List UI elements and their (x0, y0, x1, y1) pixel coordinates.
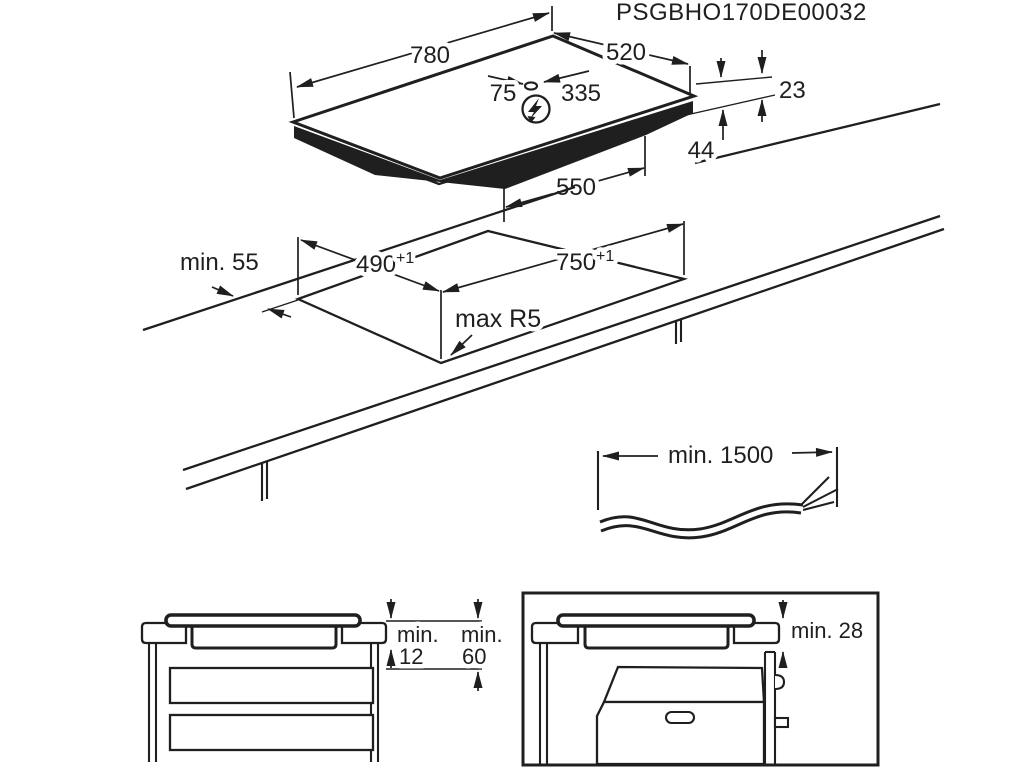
body-depth-dimension (688, 104, 940, 164)
rear-clearance-label: min. 55 (180, 249, 259, 276)
cabinet-joint-right (676, 320, 681, 344)
cutout-depth-value: 490 (356, 251, 397, 278)
hob-glass-section (558, 615, 754, 626)
drawer-upper (170, 668, 373, 703)
hob-glass-section (166, 615, 360, 626)
drawer-lower (170, 715, 373, 750)
mounting-latch (775, 718, 788, 727)
corner-radius-label: max R5 (455, 305, 542, 333)
drawing-number-label: PSGBHO170DE00032 (616, 0, 867, 26)
body-width-label: 550 (555, 174, 597, 201)
oven (597, 667, 764, 764)
cable-arrow-right (792, 452, 832, 453)
oven-clearance-view (523, 593, 878, 765)
hinge-knob (775, 675, 784, 689)
cutout-width-value: 750 (556, 249, 597, 276)
worktop-cutout-view (143, 187, 944, 501)
drawer-clearance-view (142, 599, 503, 762)
body-depth-label: 44 (687, 137, 715, 164)
worktop-gap-value-label: 60 (462, 644, 487, 669)
hob-gap-prefix-label: min. (397, 622, 439, 647)
cabinet-joint-left (262, 461, 267, 501)
hob-width-label: 780 (409, 42, 451, 69)
rim-height-dimension (682, 50, 806, 122)
hob-depth-label: 520 (605, 39, 647, 66)
hob-body-section (585, 626, 728, 648)
rear-clearance-dimension (180, 249, 298, 317)
connection-offset-left-label: 75 (489, 80, 517, 107)
power-cable-view (598, 442, 838, 538)
connection-offset-right-label: 335 (560, 80, 602, 107)
hob-body-section (192, 626, 336, 648)
oven-clearance-label: min. 28 (791, 618, 864, 643)
hob-gap-value-label: 12 (399, 644, 424, 669)
rim-height-label: 23 (779, 77, 806, 104)
cutout-depth-tolerance: +1 (396, 250, 415, 267)
cabinet-leg (540, 643, 547, 764)
oven-handle (666, 712, 694, 723)
worktop-gap-prefix-label: min. (461, 622, 503, 647)
cabinet-side-panel (765, 652, 788, 764)
power-cable (600, 477, 838, 538)
connection-point (525, 82, 537, 89)
electrical-connection-icon (523, 96, 550, 124)
cable-length-label: min. 1500 (668, 442, 774, 469)
oven-top-face (604, 667, 764, 702)
cutout-width-tolerance: +1 (596, 248, 615, 265)
hob-perspective-view (290, 6, 940, 222)
